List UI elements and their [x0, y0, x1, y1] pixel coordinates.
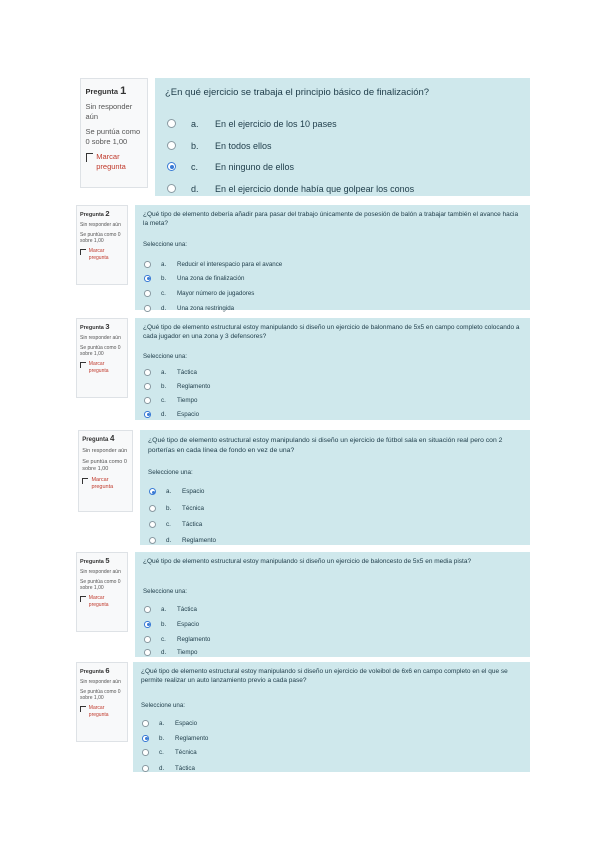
radio-button[interactable]	[144, 606, 151, 613]
option-text: Mayor número de jugadores	[177, 289, 255, 297]
option-letter: b.	[161, 382, 167, 390]
question-grade: Se puntúa como 0 sobre 1,00	[80, 231, 121, 245]
option-text: Reglamento	[182, 537, 216, 544]
answer-option-d[interactable]	[143, 410, 200, 419]
question-grade: Se puntúa como 0 sobre 1,00	[85, 126, 141, 146]
question-state: Sin responder aún	[82, 447, 128, 454]
answer-option-a[interactable]	[143, 260, 283, 269]
question-number: 6	[105, 666, 110, 675]
radio-button[interactable]	[144, 636, 151, 643]
flag-label: Marcar pregunta	[88, 595, 109, 608]
question-label: Pregunta	[82, 437, 109, 444]
flag-question-link[interactable]	[86, 152, 143, 172]
option-letter: b.	[161, 620, 167, 628]
select-one-prompt: Seleccione una:	[148, 469, 193, 476]
option-text: Reglamento	[177, 635, 211, 643]
question-content-panel	[135, 318, 530, 420]
option-letter: d.	[161, 648, 167, 656]
question-info-panel	[76, 318, 128, 398]
question-info-panel	[78, 430, 133, 512]
radio-button[interactable]	[144, 397, 151, 404]
flag-icon	[82, 478, 88, 485]
answer-option-b[interactable]	[165, 140, 272, 151]
answer-option-b[interactable]	[143, 620, 200, 629]
select-one-prompt: Seleccione una:	[143, 588, 188, 595]
option-text: En ninguno de ellos	[215, 161, 295, 172]
radio-button-selected[interactable]	[144, 411, 151, 418]
option-text: En el ejercicio de los 10 pases	[215, 118, 337, 129]
question-state: Sin responder aún	[80, 221, 121, 228]
question-content-panel	[140, 430, 530, 545]
option-text: Reglamento	[177, 382, 211, 390]
option-text: Táctica	[182, 521, 203, 528]
flag-icon	[80, 706, 86, 712]
question-content-panel	[133, 662, 530, 772]
question-state: Sin responder aún	[80, 678, 121, 685]
option-letter: a.	[166, 488, 172, 495]
option-letter: a.	[161, 368, 167, 376]
question-text: ¿Qué tipo de elemento estructural estoy manipulando si diseño un ejercicio de baloncesto de 5x5 en media pista?	[143, 558, 472, 565]
answer-option-c[interactable]	[148, 520, 203, 529]
answer-option-b[interactable]	[143, 382, 211, 391]
option-text: En todos ellos	[215, 140, 272, 151]
flag-question-link[interactable]	[80, 248, 124, 262]
answer-option-a[interactable]	[141, 719, 198, 728]
option-letter: c.	[191, 161, 199, 172]
question-info-panel	[80, 78, 148, 188]
question-content-panel	[135, 205, 530, 310]
option-letter: a.	[161, 260, 167, 268]
option-letter: c.	[161, 635, 166, 643]
question-text: ¿Qué tipo de elemento debería añadir para pasar del trabajo únicamente de posesión de balón a trabajar también el avance hacia la meta?	[143, 211, 519, 228]
select-one-prompt: Seleccione una:	[141, 702, 186, 709]
option-letter: c.	[159, 748, 164, 756]
option-letter: d.	[191, 183, 199, 194]
select-one-prompt: Seleccione una:	[143, 241, 188, 248]
option-letter: d.	[166, 537, 172, 544]
option-letter: b.	[161, 274, 167, 282]
question-label: Pregunta	[80, 212, 104, 218]
question-grade: Se puntúa como 0 sobre 1,00	[80, 688, 121, 702]
question-text: ¿Qué tipo de elemento estructural estoy manipulando si diseño un ejercicio de balonmano de 5x5 en campo completo colocando a cada jugador en una zona y 3 defensores?	[143, 324, 520, 341]
question-label: Pregunta	[80, 669, 104, 675]
option-text: Espacio	[182, 488, 205, 495]
flag-icon	[80, 249, 86, 255]
radio-button[interactable]	[144, 290, 151, 297]
answer-option-d[interactable]	[148, 536, 216, 545]
answer-option-d[interactable]	[143, 304, 235, 313]
radio-button[interactable]	[144, 369, 151, 376]
option-text: Técnica	[175, 748, 197, 756]
answer-option-a[interactable]	[148, 487, 205, 496]
radio-button[interactable]	[144, 261, 151, 268]
question-heading	[86, 84, 143, 99]
question-state: Sin responder aún	[85, 102, 133, 122]
option-text: Táctica	[177, 368, 197, 376]
radio-button-selected[interactable]	[149, 488, 156, 495]
flag-label: Marcar pregunta	[88, 705, 109, 718]
question-grade: Se puntúa como 0 sobre 1,00	[80, 578, 121, 592]
option-text: Una zona restringida	[177, 304, 235, 312]
flag-question-link[interactable]	[80, 705, 124, 719]
option-letter: a.	[159, 719, 165, 727]
option-letter: d.	[161, 304, 167, 312]
radio-button[interactable]	[167, 141, 176, 150]
flag-icon	[86, 153, 94, 162]
radio-button[interactable]	[144, 383, 151, 390]
option-text: Táctica	[177, 605, 197, 613]
question-number: 3	[105, 322, 110, 331]
flag-question-link[interactable]	[80, 595, 124, 609]
radio-button[interactable]	[144, 305, 151, 312]
answer-option-a[interactable]	[143, 605, 197, 614]
question-heading	[80, 322, 124, 332]
answer-option-c[interactable]	[141, 748, 197, 757]
radio-button-selected[interactable]	[167, 162, 176, 171]
option-text: Espacio	[177, 620, 200, 628]
answer-option-a[interactable]	[143, 368, 197, 377]
option-letter: d.	[161, 410, 167, 418]
option-text: Tiempo	[177, 396, 198, 404]
option-text: Reducir el interespacio para el avance	[177, 260, 283, 268]
radio-button-selected[interactable]	[144, 275, 151, 282]
option-text: Una zona de finalización	[177, 274, 245, 282]
question-label: Pregunta	[85, 86, 119, 96]
option-letter: b.	[159, 734, 165, 742]
option-letter: d.	[159, 764, 165, 772]
flag-icon	[80, 596, 86, 602]
radio-button[interactable]	[142, 749, 149, 756]
flag-question-link[interactable]	[80, 361, 124, 375]
option-letter: c.	[161, 396, 166, 404]
question-number: 1	[120, 84, 127, 97]
select-one-prompt: Seleccione una:	[143, 353, 188, 360]
question-label: Pregunta	[80, 325, 104, 331]
answer-option-b[interactable]	[141, 734, 209, 743]
radio-button[interactable]	[142, 720, 149, 727]
question-state: Sin responder aún	[80, 334, 121, 341]
flag-label: Marcar pregunta	[96, 151, 126, 171]
radio-button[interactable]	[149, 537, 156, 544]
question-number: 2	[105, 209, 110, 218]
option-text: Espacio	[177, 410, 200, 418]
flag-label: Marcar pregunta	[91, 476, 114, 491]
answer-option-d[interactable]	[165, 183, 415, 194]
question-text: ¿Qué tipo de elemento estructural estoy manipulando si diseño un ejercicio de voleibol de 6x6 en campo completo en el que se permite realizar un auto lanzamiento previo a cada pase?	[141, 668, 508, 685]
answer-option-d[interactable]	[143, 648, 198, 657]
radio-button[interactable]	[144, 649, 151, 656]
flag-label: Marcar pregunta	[88, 361, 109, 374]
question-content-panel	[135, 552, 530, 657]
flag-icon	[80, 362, 86, 368]
option-letter: c.	[166, 521, 171, 528]
question-grade: Se puntúa como 0 sobre 1,00	[82, 458, 127, 472]
radio-button[interactable]	[167, 119, 176, 128]
question-content-panel	[155, 78, 530, 196]
option-text: Técnica	[182, 505, 205, 512]
option-text: Reglamento	[175, 734, 209, 742]
answer-option-b[interactable]	[143, 274, 245, 283]
radio-button[interactable]	[167, 184, 176, 193]
option-letter: b.	[191, 140, 199, 151]
option-text: Táctica	[175, 764, 195, 772]
question-heading	[80, 666, 124, 676]
question-info-panel	[76, 552, 128, 632]
question-info-panel	[76, 662, 128, 742]
question-number: 5	[105, 556, 110, 565]
question-text: ¿En qué ejercicio se trabaja el principio básico de finalización?	[165, 87, 430, 98]
answer-option-b[interactable]	[148, 504, 205, 513]
option-letter: a.	[161, 605, 167, 613]
option-text: Espacio	[175, 719, 198, 727]
answer-option-c[interactable]	[143, 289, 255, 298]
flag-label: Marcar pregunta	[88, 248, 109, 261]
question-heading	[80, 209, 124, 219]
question-state: Sin responder aún	[80, 568, 121, 575]
question-number: 4	[109, 434, 115, 444]
answer-option-c[interactable]	[143, 396, 198, 405]
option-letter: a.	[191, 118, 199, 129]
radio-button-selected[interactable]	[144, 621, 151, 628]
radio-button[interactable]	[149, 505, 156, 512]
radio-button-selected[interactable]	[142, 735, 149, 742]
question-heading	[82, 434, 128, 445]
option-text: Tiempo	[177, 648, 198, 656]
question-label: Pregunta	[80, 559, 104, 565]
radio-button[interactable]	[142, 765, 149, 772]
flag-question-link[interactable]	[82, 477, 128, 492]
answer-option-a[interactable]	[165, 118, 337, 129]
answer-option-c[interactable]	[143, 635, 211, 644]
question-grade: Se puntúa como 0 sobre 1,00	[80, 344, 121, 358]
question-info-panel	[76, 205, 128, 285]
question-heading	[80, 556, 124, 566]
option-text: En el ejercicio donde había que golpear los conos	[215, 183, 415, 194]
option-letter: c.	[161, 289, 166, 297]
question-text: ¿Qué tipo de elemento estructural estoy manipulando si diseño un ejercicio de fútbol sala en situación real pero con 2 porterías en cada línea de fondo en vez de una?	[148, 437, 503, 454]
radio-button[interactable]	[149, 521, 156, 528]
answer-option-c[interactable]	[165, 161, 295, 172]
answer-option-d[interactable]	[141, 764, 195, 773]
option-letter: b.	[166, 505, 172, 512]
